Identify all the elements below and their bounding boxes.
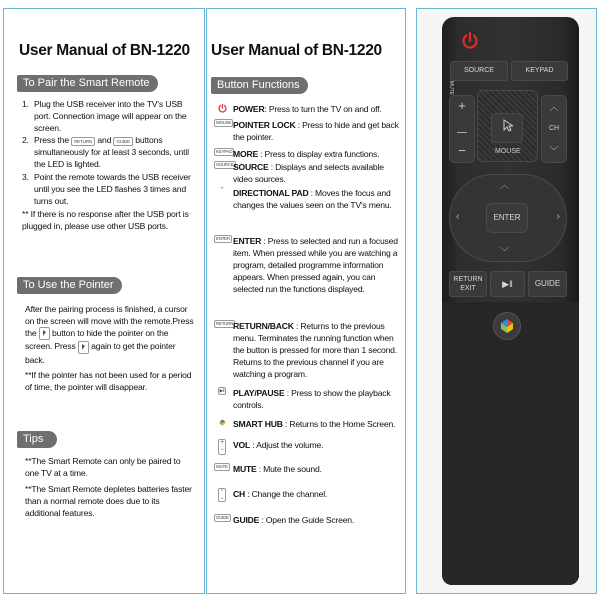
key-icon: SOURCE [216, 162, 234, 167]
mouse-icon: MOUSE [216, 120, 232, 125]
function-text: : Press to turn the TV on and off. [264, 104, 382, 114]
dpad-left-icon: ‹ [456, 211, 460, 222]
function-text: : Mute the sound. [256, 464, 322, 474]
function-text: : Moves the focus and changes the values seen on the TV's menu. [233, 188, 392, 211]
dpad-right-icon: › [556, 211, 560, 222]
enter-button[interactable]: ENTER [486, 203, 528, 233]
function-name: VOL [233, 440, 251, 450]
function-description [233, 514, 402, 526]
function-text: : Press to selected and run a focused item. When pressed while you are watching a program, detailed programme information appears. When pressed again, you can selected run the functions displayed. [233, 236, 398, 295]
function-description [233, 418, 402, 430]
channel-up-icon: ︿ [549, 102, 559, 112]
mouse-key-icon-2 [78, 341, 89, 354]
function-description [233, 463, 402, 475]
function-name: MORE [233, 149, 258, 159]
pair-header: To Pair the Smart Remote [17, 75, 158, 92]
function-text: : Open the Guide Screen. [259, 515, 355, 525]
keypad-button[interactable]: KEYPAD [511, 61, 568, 81]
function-text: : Adjust the volume. [250, 440, 324, 450]
function-name: DIRECTIONAL PAD [233, 188, 309, 198]
pair-steps [22, 98, 198, 232]
function-name: SOURCE [233, 162, 269, 172]
tip-1: **The Smart Remote can only be paired to one TV at a time. [25, 456, 181, 479]
pointer-p1: After the pairing process is finished, a cursor on the screen will move with the remote. [25, 304, 188, 327]
middle-panel [206, 8, 406, 594]
volume-icon [457, 126, 467, 133]
function-description [233, 187, 402, 211]
mouse-key-icon [39, 327, 50, 340]
dpad-icon: ⌃ [219, 187, 225, 194]
function-name: ENTER [233, 236, 262, 246]
guide-button[interactable]: GUIDE [528, 271, 567, 297]
step2-text-b: buttons simultaneously for at least 3 seconds, until the LED is lighted. [34, 135, 189, 170]
pointer-p2c: again to get the pointer back. [25, 341, 176, 365]
function-description [233, 387, 402, 411]
power-icon[interactable] [459, 30, 481, 52]
return-exit-button[interactable] [449, 271, 487, 297]
ch-label: CH [548, 125, 560, 132]
function-text: : Press to hide and get back the pointer. [233, 120, 399, 143]
volume-up-icon: + [458, 98, 466, 113]
ch-icon: ⌃ ⌄ [220, 489, 224, 501]
middle-title: User Manual of BN-1220 [211, 42, 382, 59]
step3-number: 3. [22, 171, 29, 182]
mute-icon: MUTE [216, 464, 228, 469]
function-name: RETURN/BACK [233, 321, 294, 331]
function-name: POINTER LOCK [233, 120, 296, 130]
tips-text [25, 455, 195, 519]
return-key-icon: RETURN [71, 137, 95, 146]
dpad-up-icon: ︿ [500, 180, 510, 190]
button-functions-header: Button Functions [211, 77, 308, 94]
function-description [233, 119, 402, 143]
pair-note: ** If there is no response after the USB port is plugged in, please use other USB ports. [22, 208, 189, 231]
function-text: : Press to display extra functions. [257, 149, 380, 159]
tips-header: Tips [17, 431, 57, 448]
key-icon: RETURN [216, 321, 234, 326]
function-name: POWER [233, 104, 265, 114]
function-description [233, 161, 402, 185]
mouse-button[interactable] [491, 113, 523, 143]
hub-icon [214, 418, 230, 429]
function-description [233, 235, 402, 295]
function-name: PLAY/PAUSE [233, 388, 285, 398]
function-name: SMART HUB [233, 419, 283, 429]
power-icon [214, 103, 230, 116]
tip-2: **The Smart Remote depletes batteries faster than a normal remote does due to its additional features. [25, 484, 192, 519]
pointer-p2a: Press the [25, 316, 194, 339]
function-description [233, 148, 402, 160]
function-name: GUIDE [233, 515, 260, 525]
function-description [233, 103, 402, 115]
step2-text-a: Press the [34, 135, 69, 146]
cursor-icon [503, 119, 513, 132]
return-label: RETURN [453, 276, 483, 283]
step1-text: Plug the USB receiver into the TV's USB port. Connection image will appear on the screen. [34, 99, 187, 134]
step3-text: Point the remote towards the USB receiver until you see the LED flashes 3 times and turns out. [34, 171, 191, 206]
smart-hub-icon [494, 313, 520, 339]
left-title: User Manual of BN-1220 [19, 42, 190, 59]
vol-icon: + − [220, 440, 224, 453]
mute-label: MUTE [448, 80, 455, 96]
volume-down-icon: − [458, 143, 466, 158]
channel-rocker[interactable] [541, 95, 567, 163]
function-text: : Press to show the playback controls. [233, 388, 391, 411]
guide-key-icon: GUIDE [113, 137, 133, 146]
smart-hub-button[interactable] [493, 312, 521, 340]
channel-down-icon: ﹀ [549, 146, 559, 156]
key-icon: ▶‖ [219, 388, 225, 393]
pointer-header: To Use the Pointer [17, 277, 122, 294]
step2-number: 2. [22, 135, 29, 146]
pointer-text [25, 303, 195, 393]
pointer-note: **If the pointer has not been used for a period of time, the pointer will disappear. [25, 369, 192, 392]
key-icon: KEYPAD [216, 149, 233, 154]
volume-rocker[interactable] [449, 95, 475, 163]
step2-and: and [97, 135, 112, 146]
function-description [233, 488, 402, 500]
mouse-label: MOUSE [495, 148, 521, 155]
key-icon: ENTER [216, 236, 230, 241]
step1-number: 1. [22, 99, 29, 109]
play-pause-button[interactable]: ▶‖ [490, 271, 525, 297]
dpad-down-icon: ﹀ [500, 247, 510, 257]
function-name: MUTE [233, 464, 257, 474]
pointer-p2b: button to hide the pointer on the screen. Press [25, 328, 169, 352]
function-name: CH [233, 489, 246, 499]
exit-label: EXIT [460, 285, 476, 292]
function-description [233, 320, 402, 380]
function-text: : Returns to the Home Screen. [282, 419, 396, 429]
function-text: : Returns to the previous menu. Terminates the running function when the button is pressed for more than 1 second. Returns to the previous channel if you are watching a program. [233, 321, 397, 380]
function-description [233, 439, 402, 451]
source-button[interactable]: SOURCE [450, 61, 508, 81]
function-text: : Displays and selects available video sources. [233, 162, 384, 185]
key-icon: GUIDE [216, 515, 229, 520]
function-text: : Change the channel. [245, 489, 328, 499]
remote-lower-body [442, 302, 579, 585]
